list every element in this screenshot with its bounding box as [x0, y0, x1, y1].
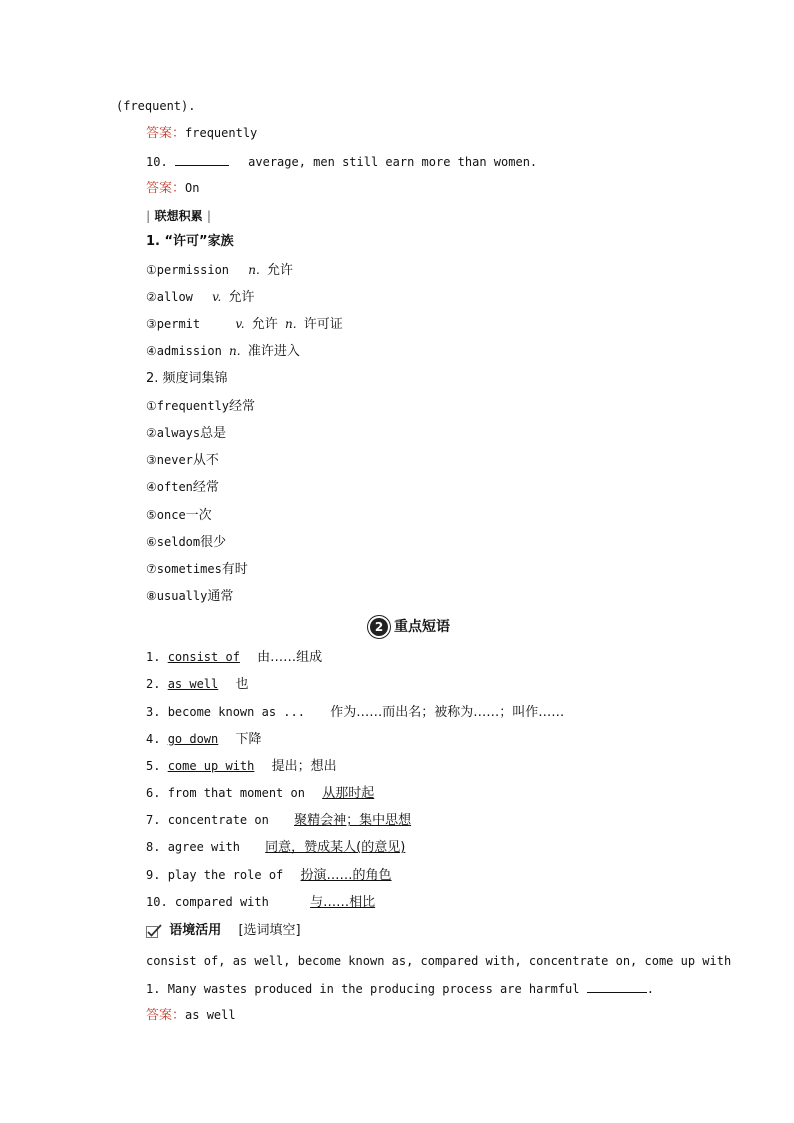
assoc-group2-title: 2. 频度词集锦 [146, 371, 228, 386]
context-header [146, 920, 301, 941]
answer-label: 答案： [146, 1008, 186, 1023]
phrase-row: 9. play the role of 扮演……的角色 [146, 868, 392, 883]
assoc-g1-item: ③permit v. 允许 n. 许可证 [146, 317, 343, 332]
phrase-row: 4. go down 下降 [146, 732, 262, 747]
answer-row-1 [146, 125, 257, 142]
phrase-row: 1. consist of 由……组成 [146, 650, 323, 665]
section-number-badge: 2 [370, 618, 388, 636]
assoc-g2-item: ②always总是 [146, 426, 227, 441]
answer-value: On [185, 181, 200, 195]
assoc-group1-title: 1. “许可”家族 [146, 234, 234, 249]
section-header [370, 615, 450, 638]
word-hint: (frequent). [116, 99, 196, 113]
context-answer-1 [146, 1007, 236, 1024]
word-bank: consist of, as well, become known as, compared with, concentrate on, come up with [146, 954, 732, 968]
assoc-heading: | 联想积累 | [146, 209, 212, 223]
question-number: 10. [146, 155, 168, 169]
phrase-row: 3. become known as ... 作为……而出名；被称为……；叫作…… [146, 705, 565, 720]
phrase-row: 8. agree with 同意，赞成某人(的意见) [146, 840, 406, 855]
question-10 [146, 153, 537, 170]
assoc-g1-item: ①permission n. 允许 [146, 263, 294, 278]
answer-value: frequently [185, 126, 258, 140]
assoc-g2-item: ④often经常 [146, 480, 219, 495]
answer-row-2 [146, 180, 199, 197]
phrase-row: 2. as well 也 [146, 677, 249, 692]
phrase-row: 5. come up with 提出；想出 [146, 759, 337, 774]
question-text: average, men still earn more than women. [248, 155, 538, 169]
fill-blank [175, 153, 229, 166]
section-title: 重点短语 [394, 618, 450, 635]
answer-label: 答案： [146, 126, 186, 141]
assoc-g2-item: ①frequently经常 [146, 399, 256, 414]
context-question-1: 1. Many wastes produced in the producing process are harmful . [146, 982, 654, 996]
assoc-g2-item: ⑦sometimes有时 [146, 562, 248, 577]
assoc-g2-item: ③never从不 [146, 453, 219, 468]
context-title: 语境活用 [169, 923, 222, 938]
check-box-icon [146, 924, 162, 938]
answer-value: as well [185, 1008, 236, 1022]
assoc-g2-item: ⑤once一次 [146, 508, 212, 523]
fill-blank [587, 980, 647, 993]
assoc-g1-item: ④admission n. 准许进入 [146, 344, 300, 359]
phrase-row: 6. from that moment on 从那时起 [146, 786, 375, 801]
assoc-g2-item: ⑥seldom很少 [146, 535, 227, 550]
assoc-g1-item: ②allow v. 允许 [146, 290, 255, 305]
answer-label: 答案： [146, 181, 186, 196]
context-tag: [选词填空] [238, 923, 301, 938]
assoc-g2-item: ⑧usually通常 [146, 589, 234, 604]
phrase-row: 10. compared with 与……相比 [146, 895, 376, 910]
phrase-row: 7. concentrate on 聚精会神；集中思想 [146, 813, 412, 828]
